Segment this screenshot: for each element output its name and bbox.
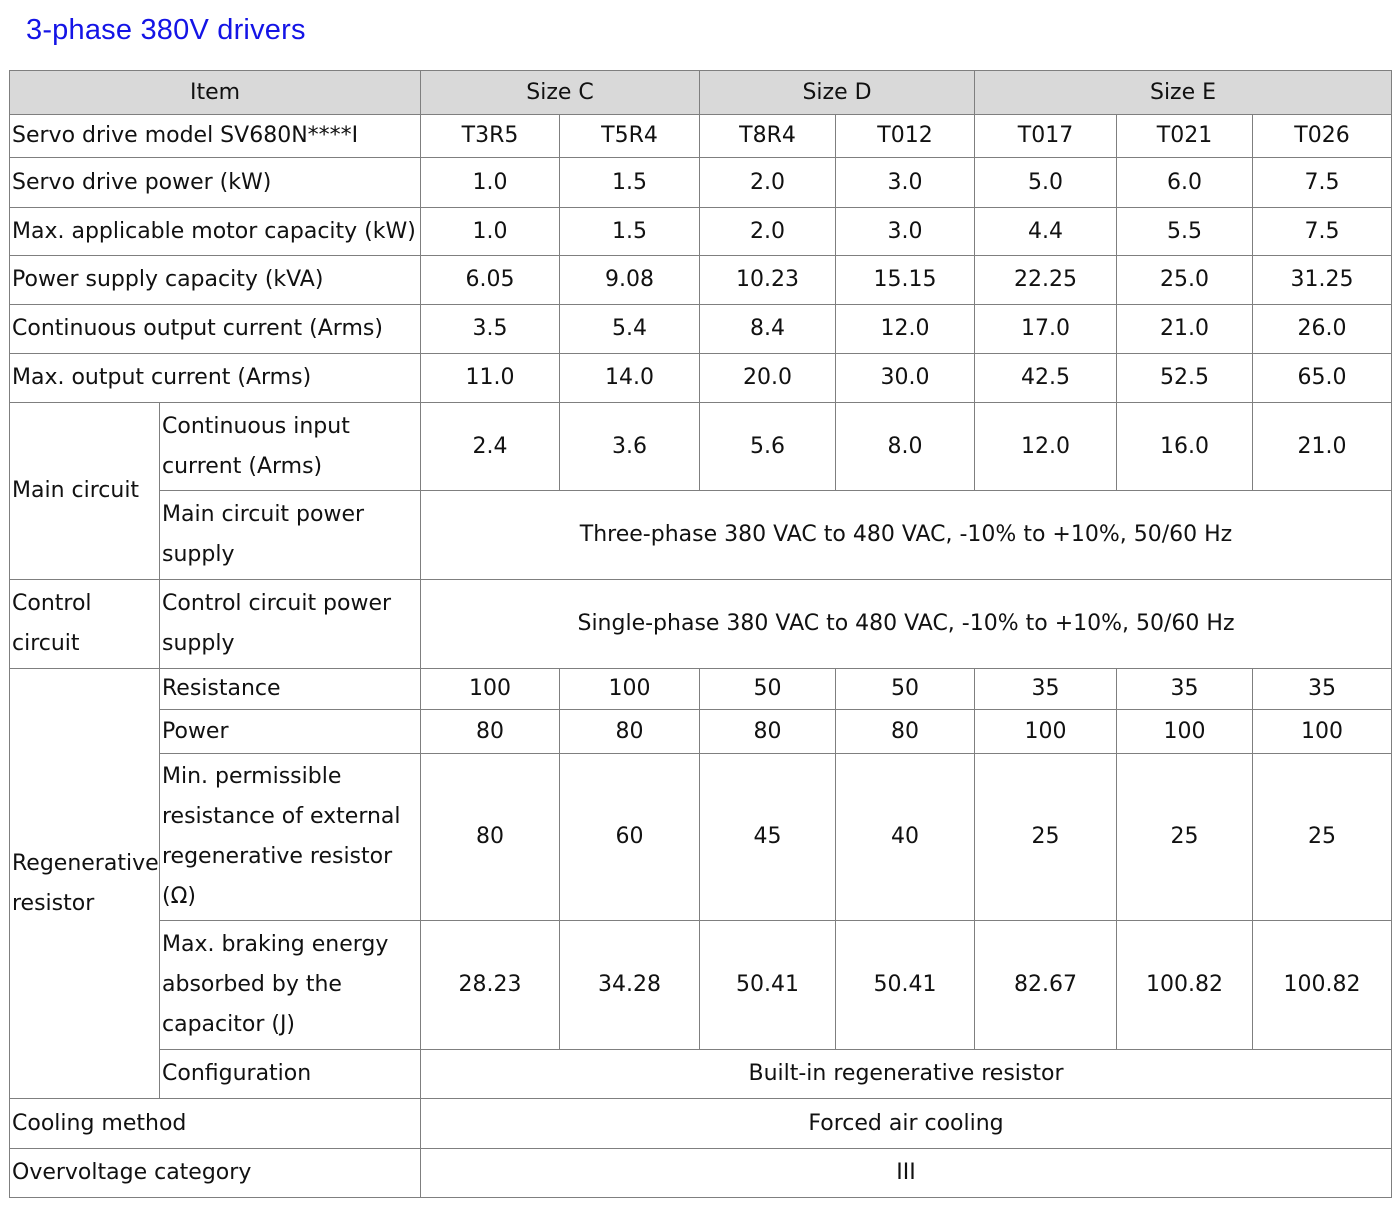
table-cell: T3R5 [421,115,560,158]
group-label-regenerative-resistor: Regenerative resistor [10,669,160,1099]
spec-table [9,70,1392,1198]
table-cell: 1.0 [421,158,560,208]
table-cell: 35 [975,669,1117,710]
table-cell: 3.6 [560,403,700,491]
table-row [10,491,1392,580]
row-label: Configuration [160,1050,421,1099]
header-size-c: Size C [421,71,700,115]
table-cell: 2.0 [700,208,836,256]
table-cell: 7.5 [1253,158,1392,208]
table-cell: T8R4 [700,115,836,158]
table-cell: 80 [421,754,560,921]
header-item: Item [10,71,421,115]
table-cell: Three-phase 380 VAC to 480 VAC, -10% to +10%, 50/60 Hz [421,491,1392,580]
table-cell: 3.0 [836,158,975,208]
table-cell: 80 [700,710,836,754]
row-label: Control circuit power supply [160,580,421,669]
table-cell: 31.25 [1253,256,1392,305]
table-row [10,354,1392,403]
table-row [10,921,1392,1050]
table-cell: Built-in regenerative resistor [421,1050,1392,1099]
header-row [10,71,1392,115]
table-cell: 28.23 [421,921,560,1050]
table-cell: 50 [836,669,975,710]
table-cell: 15.15 [836,256,975,305]
table-cell: 12.0 [975,403,1117,491]
header-size-e: Size E [975,71,1392,115]
table-cell: Forced air cooling [421,1099,1392,1149]
table-cell: 42.5 [975,354,1117,403]
table-cell: 17.0 [975,305,1117,354]
table-cell: 5.5 [1117,208,1253,256]
table-row [10,1099,1392,1149]
table-cell: 50 [700,669,836,710]
table-cell: 100 [975,710,1117,754]
table-cell: T5R4 [560,115,700,158]
table-cell: 1.5 [560,208,700,256]
table-row [10,305,1392,354]
table-cell: 26.0 [1253,305,1392,354]
table-cell: T026 [1253,115,1392,158]
header-size-d: Size D [700,71,975,115]
table-cell: 50.41 [700,921,836,1050]
table-cell: 100 [421,669,560,710]
table-cell: 3.5 [421,305,560,354]
table-cell: 7.5 [1253,208,1392,256]
table-cell: Single-phase 380 VAC to 480 VAC, -10% to +10%, 50/60 Hz [421,580,1392,669]
table-cell: 14.0 [560,354,700,403]
row-label: Min. permissible resistance of external regenerative resistor (Ω) [160,754,421,921]
table-cell: T017 [975,115,1117,158]
table-cell: 30.0 [836,354,975,403]
table-cell: 20.0 [700,354,836,403]
table-cell: 3.0 [836,208,975,256]
row-label: Continuous output current (Arms) [10,305,421,354]
table-row [10,256,1392,305]
row-label: Max. applicable motor capacity (kW) [10,208,421,256]
table-row [10,754,1392,921]
table-cell: 100 [1117,710,1253,754]
table-cell: 4.4 [975,208,1117,256]
table-row [10,158,1392,208]
table-cell: 25 [1117,754,1253,921]
row-label: Power supply capacity (kVA) [10,256,421,305]
table-cell: 100.82 [1253,921,1392,1050]
table-cell: 22.25 [975,256,1117,305]
row-label: Resistance [160,669,421,710]
table-row [10,1050,1392,1099]
table-cell: 80 [421,710,560,754]
row-label: Power [160,710,421,754]
table-cell: 2.4 [421,403,560,491]
table-cell: 6.05 [421,256,560,305]
table-cell: 2.0 [700,158,836,208]
table-cell: 9.08 [560,256,700,305]
row-label: Main circuit power supply [160,491,421,580]
table-cell: 35 [1253,669,1392,710]
table-cell: 10.23 [700,256,836,305]
table-cell: 80 [560,710,700,754]
table-cell: 5.6 [700,403,836,491]
table-cell: 21.0 [1253,403,1392,491]
row-label: Cooling method [10,1099,421,1149]
group-label-main-circuit: Main circuit [10,403,160,580]
table-cell: 25.0 [1117,256,1253,305]
table-cell: 5.4 [560,305,700,354]
row-label: Servo drive power (kW) [10,158,421,208]
table-cell: III [421,1149,1392,1198]
table-row [10,669,1392,710]
table-cell: 25 [975,754,1117,921]
table-cell: 45 [700,754,836,921]
table-row [10,710,1392,754]
table-cell: 8.0 [836,403,975,491]
table-row [10,115,1392,158]
table-row [10,208,1392,256]
table-cell: 8.4 [700,305,836,354]
table-cell: 5.0 [975,158,1117,208]
table-row [10,1149,1392,1198]
table-cell: 100 [560,669,700,710]
table-cell: 25 [1253,754,1392,921]
table-cell: T021 [1117,115,1253,158]
table-cell: 1.0 [421,208,560,256]
table-cell: 60 [560,754,700,921]
row-label: Overvoltage category [10,1149,421,1198]
table-cell: 21.0 [1117,305,1253,354]
table-row [10,403,1392,491]
table-cell: 52.5 [1117,354,1253,403]
table-cell: 82.67 [975,921,1117,1050]
row-label: Continuous input current (Arms) [160,403,421,491]
table-cell: 11.0 [421,354,560,403]
table-cell: 34.28 [560,921,700,1050]
table-cell: 100 [1253,710,1392,754]
table-cell: 12.0 [836,305,975,354]
table-cell: 100.82 [1117,921,1253,1050]
table-cell: 40 [836,754,975,921]
row-label: Servo drive model SV680N****I [10,115,421,158]
row-label: Max. output current (Arms) [10,354,421,403]
table-cell: 1.5 [560,158,700,208]
table-cell: 80 [836,710,975,754]
table-cell: 65.0 [1253,354,1392,403]
page-title: 3-phase 380V drivers [26,14,306,46]
table-cell: 35 [1117,669,1253,710]
table-cell: T012 [836,115,975,158]
table-row [10,580,1392,669]
table-cell: 50.41 [836,921,975,1050]
table-cell: 16.0 [1117,403,1253,491]
table-cell: 6.0 [1117,158,1253,208]
group-label-control-circuit: Control circuit [10,580,160,669]
row-label: Max. braking energy absorbed by the capacitor (J) [160,921,421,1050]
